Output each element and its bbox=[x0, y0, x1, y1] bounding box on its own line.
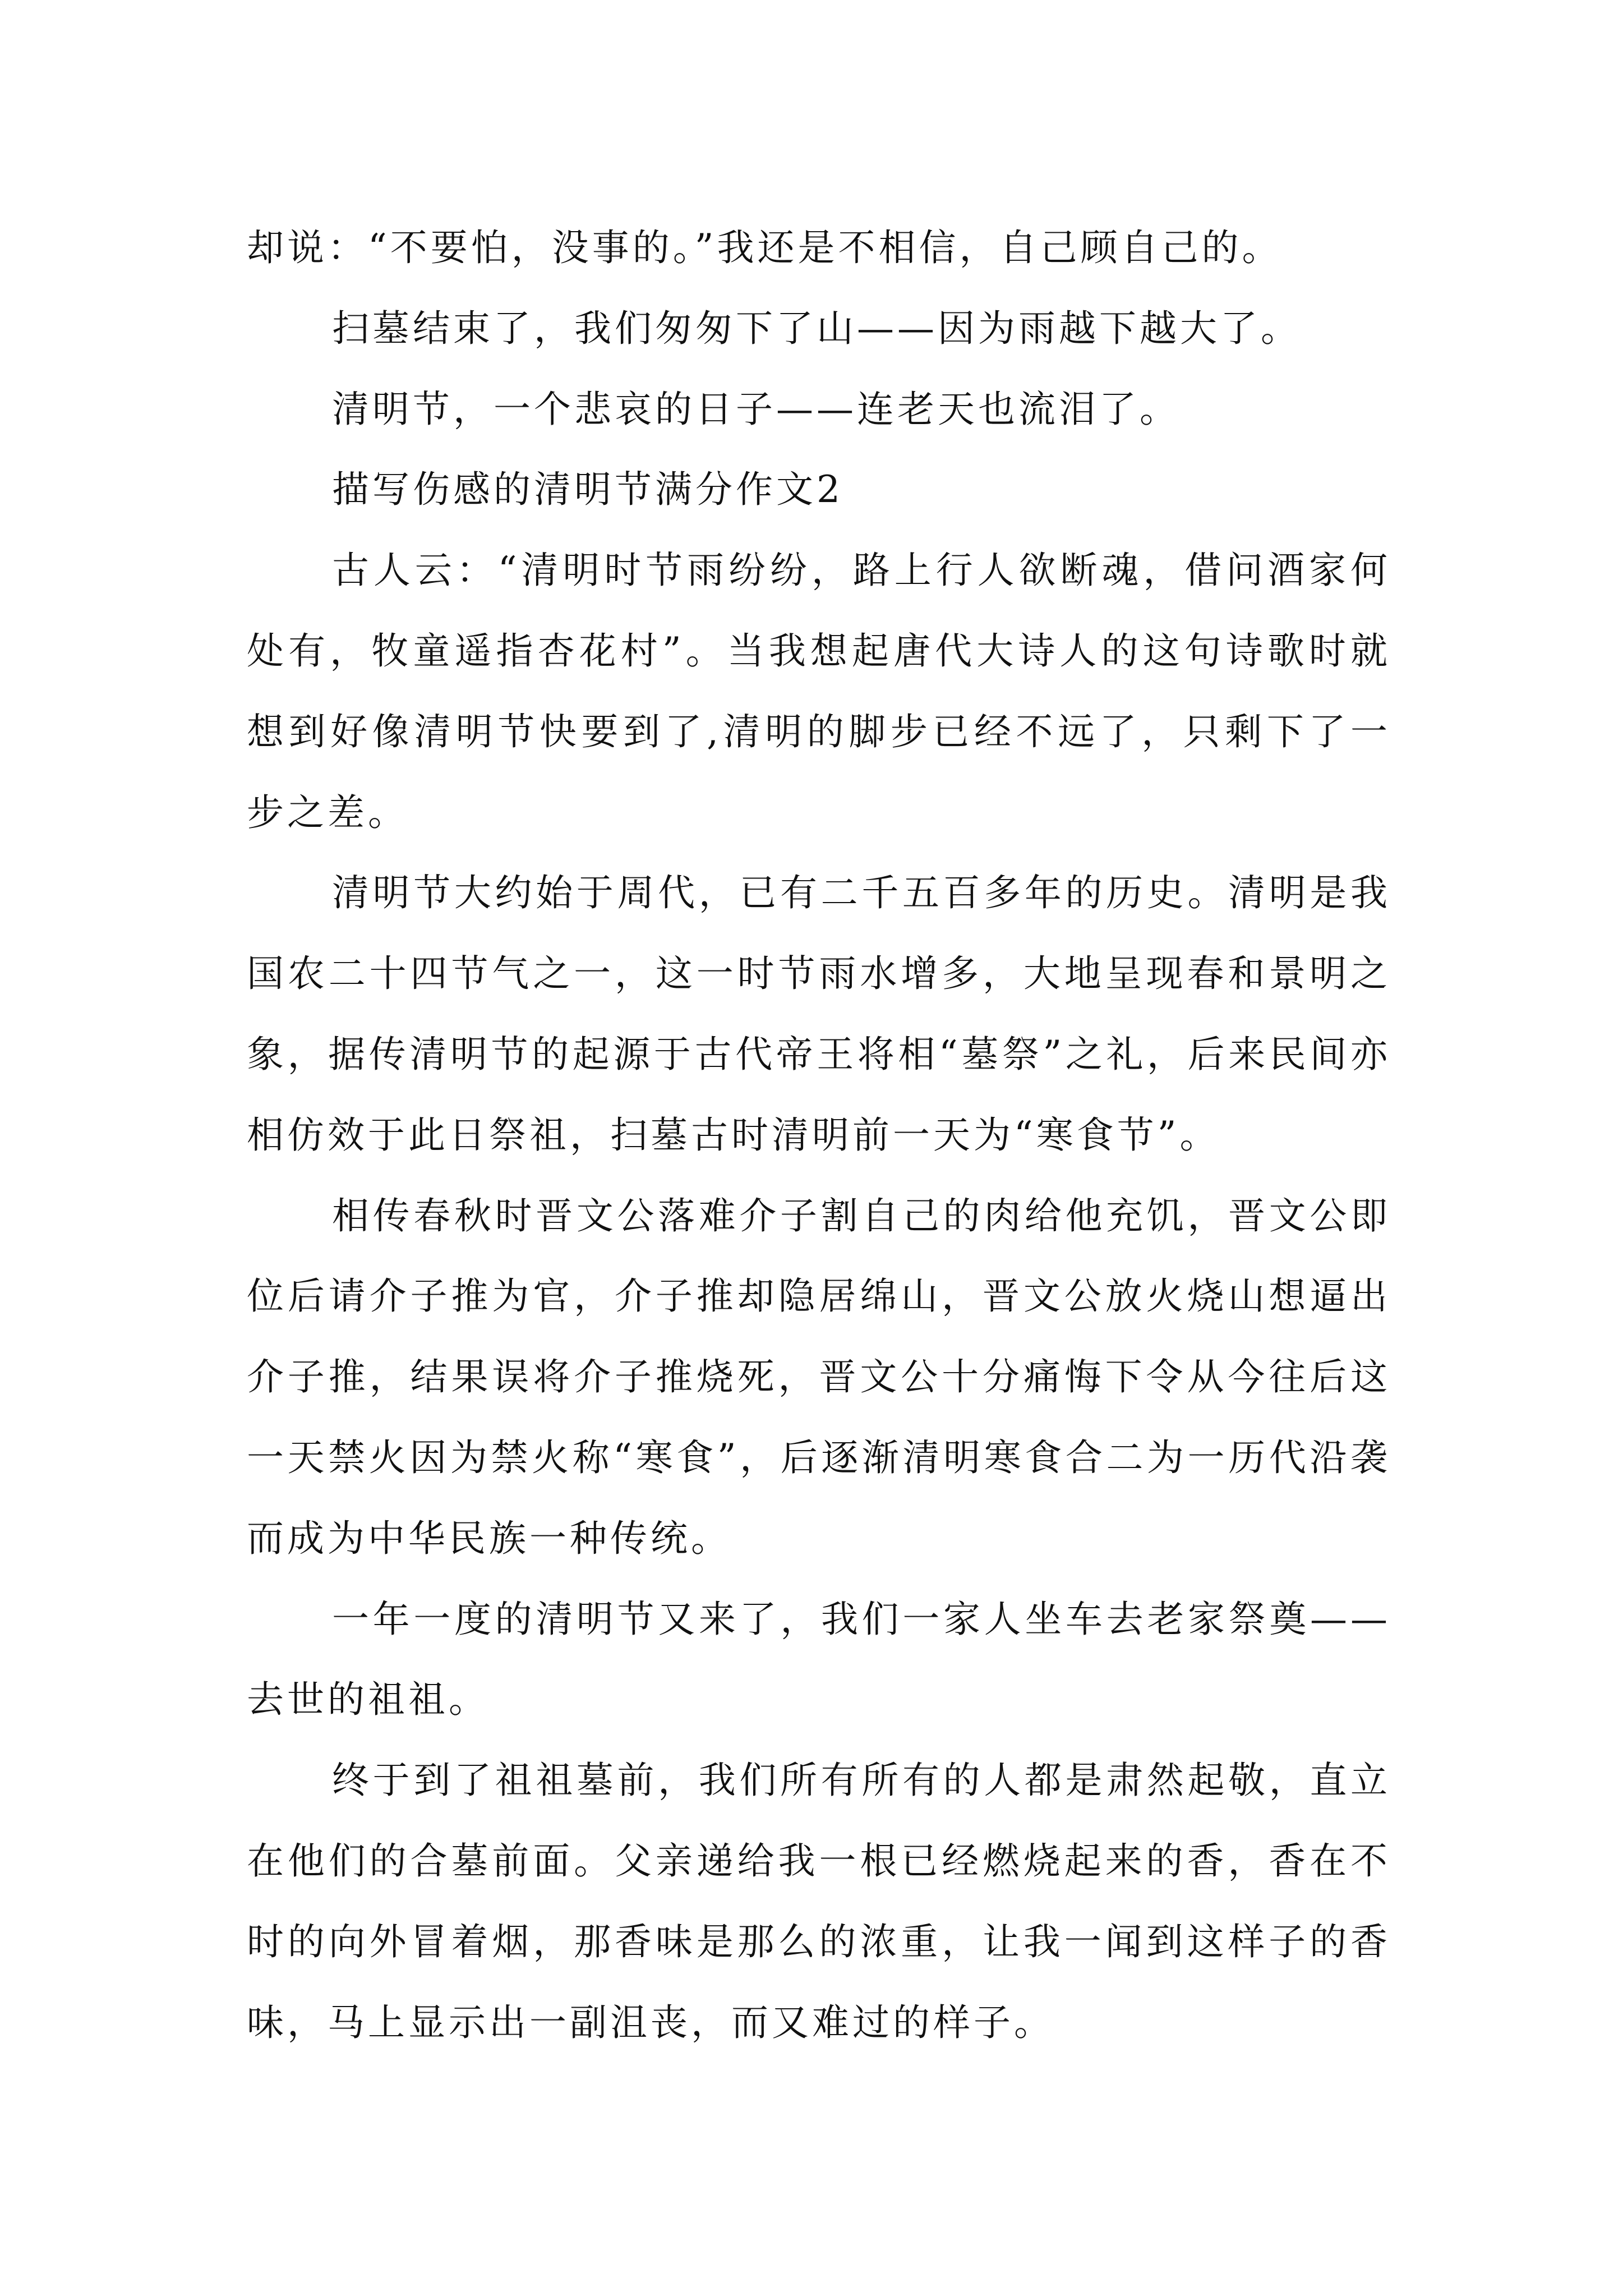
paragraph-5: 古人云：“清明时节雨纷纷，路上行人欲断魂，借问酒家何处有，牧童遥指杏花村”。当我想起唐代大诗人的这句诗歌时就想到好像清明节快要到了,清明的脚步已经不远了，只剩下了一步之差。 bbox=[247, 549, 1391, 834]
paragraph-7: 相传春秋时晋文公落难介子割自己的肉给他充饥，晋文公即位后请介子推为官，介子推却隐居绵山，晋文公放火烧山想逼出介子推，结果误将介子推烧死，晋文公十分痛悔下令从今往后这一天禁火因为禁火称“寒食”，后逐渐清明寒食合二为一历代沿袭而成为中华民族一种传统。 bbox=[247, 1194, 1391, 1560]
section-heading: 描写伤感的清明节满分作文2 bbox=[332, 468, 843, 512]
paragraph-3: 清明节，一个悲哀的日子——连老天也流泪了。 bbox=[332, 387, 1180, 431]
paragraph-2: 扫墓结束了，我们匆匆下了山——因为雨越下越大了。 bbox=[332, 306, 1301, 350]
paragraph-1: 却说：“不要怕，没事的。”我还是不相信，自己顾自己的。 bbox=[247, 226, 1283, 269]
paragraph-6: 清明节大约始于周代，已有二千五百多年的历史。清明是我国农二十四节气之一，这一时节雨水增多，大地呈现春和景明之象，据传清明节的起源于古代帝王将相“墓祭”之礼，后来民间亦相仿效于此日祭祖，扫墓古时清明前一天为“寒食节”。 bbox=[247, 871, 1391, 1157]
paragraph-8: 一年一度的清明节又来了，我们一家人坐车去老家祭奠——去世的祖祖。 bbox=[247, 1597, 1391, 1722]
essay-body bbox=[247, 208, 1391, 2063]
paragraph-9: 终于到了祖祖墓前，我们所有所有的人都是肃然起敬，直立在他们的合墓前面。父亲递给我一根已经燃烧起来的香，香在不时的向外冒着烟，那香味是那么的浓重，让我一闻到这样子的香味，马上显示出一副沮丧，而又难过的样子。 bbox=[247, 1759, 1391, 2044]
